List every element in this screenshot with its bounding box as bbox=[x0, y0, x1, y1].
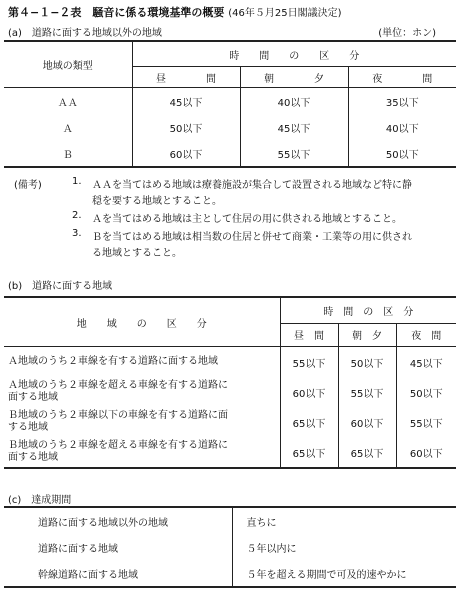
night-value: 50以下 bbox=[348, 140, 456, 167]
night-value: 50以下 bbox=[396, 377, 456, 407]
col-morning-evening: 朝 夕 bbox=[338, 323, 396, 346]
area-description bbox=[4, 437, 280, 468]
area-line2: 面する地域 bbox=[8, 452, 58, 463]
area-type: Ａ bbox=[62, 123, 73, 135]
morning-value: 45以下 bbox=[240, 114, 348, 140]
area-line1: Ｂ地域のうち２車線を超える車線を有する道路に bbox=[8, 440, 228, 451]
note-text: Ｂを当てはめる地域は相当数の住居と併せて商業・工業等の用に供され bbox=[92, 232, 412, 243]
note-number: 3. bbox=[72, 228, 82, 239]
unit-label: (単位：ホン) bbox=[378, 28, 436, 39]
col-day: 昼 間 bbox=[280, 323, 338, 346]
day-value: 65以下 bbox=[280, 437, 338, 468]
col-morning-evening: 朝 夕 bbox=[240, 67, 348, 88]
area-name: 幹線道路に面する地域 bbox=[4, 560, 232, 587]
table-row bbox=[4, 407, 456, 437]
note-text-cont: 穏を要する地域とすること。 bbox=[92, 196, 222, 207]
note-number: 2. bbox=[72, 210, 82, 221]
table-row bbox=[4, 507, 456, 534]
morning-value: 40以下 bbox=[240, 88, 348, 115]
area-line2: する地域 bbox=[8, 422, 48, 433]
morning-value: 60以下 bbox=[338, 407, 396, 437]
morning-value: 65以下 bbox=[338, 437, 396, 468]
table-row bbox=[4, 560, 456, 587]
area-description bbox=[4, 377, 280, 407]
notes-label: (備考) bbox=[14, 180, 42, 191]
achievement-period: 直ちに bbox=[232, 507, 456, 534]
title-main: 第４−１−２表 騒音に係る環境基準の概要 bbox=[8, 6, 225, 19]
section-b-label: (b) 道路に面する地域 bbox=[8, 281, 113, 292]
header-area-division: 地 域 の 区 分 bbox=[4, 297, 280, 347]
area-type: Ｂ bbox=[4, 140, 132, 167]
table-b bbox=[4, 296, 456, 469]
morning-value: 55以下 bbox=[338, 377, 396, 407]
note-text: Ａを当てはめる地域は主として住居の用に供される地域とすること。 bbox=[92, 214, 402, 225]
day-value: 65以下 bbox=[280, 407, 338, 437]
area-description bbox=[4, 407, 280, 437]
title-sub: (46年５月25日閣議決定) bbox=[228, 8, 342, 19]
area-description bbox=[4, 347, 280, 378]
header-area-type: 地域の類型 bbox=[4, 41, 132, 88]
morning-value: 55以下 bbox=[240, 140, 348, 167]
morning-value: 50以下 bbox=[338, 347, 396, 378]
day-value: 45以下 bbox=[132, 88, 240, 115]
night-value: 40以下 bbox=[348, 114, 456, 140]
area-line1: Ｂ地域のうち２車線以下の車線を有する道路に面 bbox=[8, 410, 228, 421]
night-value: 45以下 bbox=[396, 347, 456, 378]
section-c-label: (c) 達成期間 bbox=[8, 495, 72, 506]
achievement-period: ５年以内に bbox=[232, 534, 456, 560]
night-value: 35以下 bbox=[348, 88, 456, 115]
table-c bbox=[4, 506, 456, 588]
night-value: 55以下 bbox=[396, 407, 456, 437]
col-night: 夜 間 bbox=[396, 323, 456, 346]
col-day: 昼 間 bbox=[132, 67, 240, 88]
area-name: 道路に面する地域 bbox=[38, 543, 118, 555]
day-value: 60以下 bbox=[132, 140, 240, 167]
col-night: 夜 間 bbox=[348, 67, 456, 88]
area-name: 道路に面する地域以外の地域 bbox=[4, 507, 232, 534]
day-value: 60以下 bbox=[280, 377, 338, 407]
day-value: 50以下 bbox=[132, 114, 240, 140]
note-number: 1. bbox=[72, 176, 82, 187]
table-row bbox=[4, 347, 456, 378]
note-text: ＡＡを当てはめる地域は療養施設が集合して設置される地域など特に静 bbox=[92, 180, 412, 191]
table-row bbox=[4, 437, 456, 468]
table-row bbox=[4, 534, 456, 560]
night-value: 60以下 bbox=[396, 437, 456, 468]
area-line1: Ａ地域のうち２車線を超える車線を有する道路に bbox=[8, 380, 228, 391]
area-line1: Ａ地域のうち２車線を有する道路に面する地域 bbox=[8, 356, 218, 367]
achievement-period: ５年を超える期間で可及的速やかに bbox=[232, 560, 456, 587]
day-value: 55以下 bbox=[280, 347, 338, 378]
area-line2: 面する地域 bbox=[8, 392, 58, 403]
header-time-division: 時 間 の 区 分 bbox=[132, 41, 456, 67]
table-row bbox=[4, 377, 456, 407]
note-text-cont: る地域とすること。 bbox=[92, 248, 182, 259]
section-a-label: (a) 道路に面する地域以外の地域 bbox=[8, 28, 162, 39]
header-time-division: 時 間 の 区 分 bbox=[280, 297, 456, 323]
area-type: ＡＡ bbox=[57, 97, 78, 109]
